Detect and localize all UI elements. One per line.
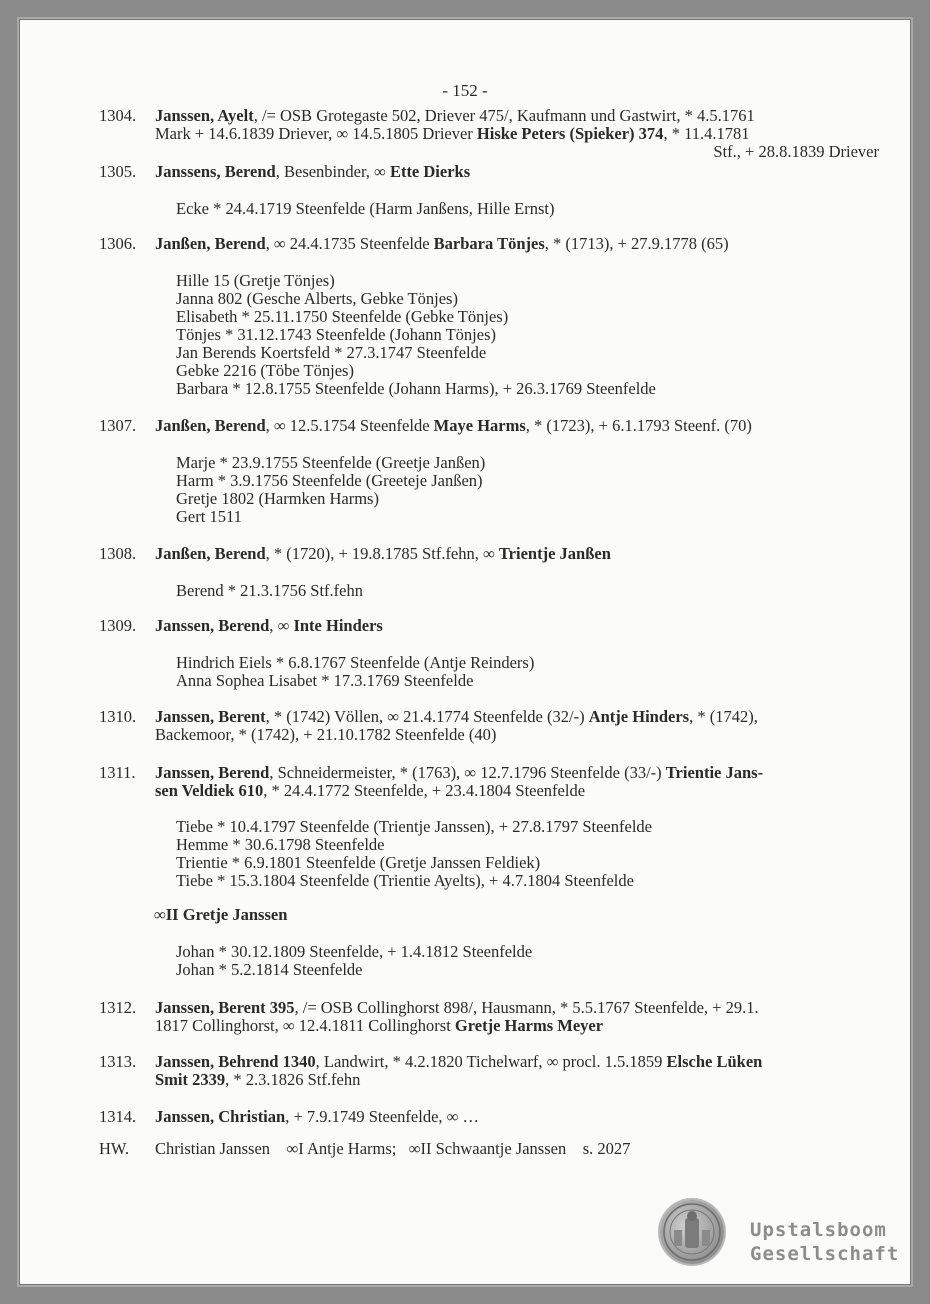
bold-name: Inte Hinders	[293, 616, 383, 635]
entry-number: 1306.	[99, 234, 137, 253]
child-entry: Hindrich Eiels * 6.8.1767 Steenfelde (Antje Reinders)	[176, 653, 535, 672]
entry-number: 1304.	[99, 106, 137, 125]
child-entry: Tiebe * 15.3.1804 Steenfelde (Trientie Ayelts), + 4.7.1804 Steenfelde	[176, 871, 634, 890]
bold-name: Janssen, Berend	[155, 763, 270, 782]
entry-text: , * (1742),	[689, 707, 758, 726]
bold-name: Janssen, Berend	[155, 616, 270, 635]
entry-body	[155, 764, 879, 800]
entry-line	[155, 764, 879, 782]
entry-line	[155, 143, 879, 161]
child-entry: Gebke 2216 (Töbe Tönjes)	[176, 361, 354, 380]
page-number: - 152 -	[442, 81, 488, 100]
child-entry: Harm * 3.9.1756 Steenfelde (Greeteje Janßen)	[176, 471, 483, 490]
entry-text: , Besenbinder, ∞	[275, 162, 390, 181]
document-page	[19, 19, 911, 1285]
child-entry: Johan * 5.2.1814 Steenfelde	[176, 960, 363, 979]
entry-line	[155, 125, 879, 143]
entry-line	[155, 1108, 879, 1126]
entry-line	[155, 235, 879, 253]
bold-name: Janßen, Berend	[155, 416, 266, 435]
child-entry: Gretje 1802 (Harmken Harms)	[176, 489, 379, 508]
bold-name: Elsche Lüken	[666, 1052, 763, 1071]
bold-name: Smit 2339	[155, 1070, 226, 1089]
entry-number: 1312.	[99, 998, 137, 1017]
bold-name: Janssen, Berent	[155, 707, 266, 726]
bold-name: Janssen, Christian	[155, 1107, 286, 1126]
entry-text: , ∞ 12.5.1754 Steenfelde	[265, 416, 434, 435]
entry-text: , Landwirt, * 4.2.1820 Tichelwarf, ∞ procl. 1.5.1859	[315, 1052, 667, 1071]
entry-line	[155, 545, 879, 563]
entry-line	[155, 726, 879, 744]
entry-number: 1310.	[99, 707, 137, 726]
bold-name: Janssen, Behrend 1340	[155, 1052, 316, 1071]
bold-name: Janssens, Berend	[155, 162, 276, 181]
child-entry: Gert 1511	[176, 507, 242, 526]
entry-line	[155, 1071, 879, 1089]
bold-name: Janßen, Berend	[155, 544, 266, 563]
entry-number: 1311.	[99, 763, 136, 782]
entry-text: Mark + 14.6.1839 Driever, ∞ 14.5.1805 Driever	[155, 124, 477, 143]
bold-name: Janßen, Berend	[155, 234, 266, 253]
entry-text: , * 2.3.1826 Stf.fehn	[225, 1070, 361, 1089]
entry-text: , * (1720), + 19.8.1785 Stf.fehn, ∞	[265, 544, 499, 563]
children-list-c1311b	[176, 943, 532, 979]
entry-body	[155, 235, 879, 253]
entry-text: , * (1713), + 27.9.1778 (65)	[544, 234, 729, 253]
entry-text: , * 11.4.1781	[663, 124, 750, 143]
entry-body	[155, 107, 879, 161]
entry-text: , Schneidermeister, * (1763), ∞ 12.7.1796 Steenfelde (33/-)	[269, 763, 666, 782]
bold-name: Trientie Jans-	[665, 763, 764, 782]
entry-body	[155, 1053, 879, 1089]
bold-name: Janssen, Ayelt	[155, 106, 254, 125]
entry-number: 1313.	[99, 1052, 137, 1071]
entry-text: , ∞ 24.4.1735 Steenfelde	[265, 234, 434, 253]
hw-text: Christian Janssen ∞I Antje Harms; ∞II Schwaantje Janssen s. 2027	[155, 1139, 631, 1158]
bold-name: Hiske Peters (Spieker) 374	[476, 124, 664, 143]
second-marriage-heading: ∞II Gretje Janssen	[154, 905, 288, 924]
entry-text: Backemoor, * (1742), + 21.10.1782 Steenfelde (40)	[155, 725, 497, 744]
bold-name: Barbara Tönjes	[433, 234, 545, 253]
bold-name: Trientje Janßen	[498, 544, 611, 563]
child-entry: Berend * 21.3.1756 Stf.fehn	[176, 581, 363, 600]
bold-name: Ette Dierks	[389, 162, 471, 181]
child-entry: Hille 15 (Gretje Tönjes)	[176, 271, 335, 290]
brand-line-2: Gesellschaft	[750, 1243, 900, 1265]
entry-text: Stf., + 28.8.1839 Driever	[713, 142, 879, 161]
child-entry: Janna 802 (Gesche Alberts, Gebke Tönjes)	[176, 289, 458, 308]
entry-body	[155, 999, 879, 1035]
child-entry: Tiebe * 10.4.1797 Steenfelde (Trientje Janssen), + 27.8.1797 Steenfelde	[176, 817, 652, 836]
hw-label: HW.	[99, 1139, 130, 1158]
entry-line	[155, 617, 879, 635]
entry-number: 1314.	[99, 1107, 137, 1126]
bold-name: Janssen, Berent 395	[155, 998, 295, 1017]
entry-body	[155, 1108, 879, 1126]
entry-body	[155, 708, 879, 744]
child-entry: Hemme * 30.6.1798 Steenfelde	[176, 835, 385, 854]
entry-line	[155, 999, 879, 1017]
children-list-c1307	[176, 454, 485, 526]
seal-icon	[660, 1200, 724, 1264]
entry-number: 1307.	[99, 416, 137, 435]
child-entry: Barbara * 12.8.1755 Steenfelde (Johann Harms), + 26.3.1769 Steenfelde	[176, 379, 656, 398]
entry-text: , * (1742) Völlen, ∞ 21.4.1774 Steenfelde (32/-)	[265, 707, 589, 726]
bold-name: Gretje Harms Meyer	[454, 1016, 604, 1035]
child-entry: Johan * 30.12.1809 Steenfelde, + 1.4.1812 Steenfelde	[176, 942, 533, 961]
brand-line-1: Upstalsboom	[750, 1219, 887, 1241]
entry-text: , + 7.9.1749 Steenfelde, ∞ …	[285, 1107, 480, 1126]
child-entry: Anna Sophea Lisabet * 17.3.1769 Steenfelde	[176, 671, 474, 690]
entry-text: , /= OSB Collinghorst 898/, Hausmann, * 5.5.1767 Steenfelde, + 29.1.	[294, 998, 759, 1017]
entry-number: 1309.	[99, 616, 137, 635]
children-list-c1309	[176, 654, 534, 690]
child-entry: Elisabeth * 25.11.1750 Steenfelde (Gebke Tönjes)	[176, 307, 509, 326]
children-list-c1311	[176, 818, 652, 890]
entry-text: , /= OSB Grotegaste 502, Driever 475/, Kaufmann und Gastwirt, * 4.5.1761	[253, 106, 755, 125]
child-entry: Tönjes * 31.12.1743 Steenfelde (Johann Tönjes)	[176, 325, 497, 344]
entry-body	[155, 417, 879, 435]
entry-line	[155, 1017, 879, 1035]
entry-line	[155, 1053, 879, 1071]
entry-text: , ∞	[269, 616, 294, 635]
child-entry: Marje * 23.9.1755 Steenfelde (Greetje Janßen)	[176, 453, 486, 472]
bold-name: Maye Harms	[433, 416, 526, 435]
entry-line	[155, 163, 879, 181]
bold-name: Antje Hinders	[588, 707, 690, 726]
entry-line	[155, 782, 879, 800]
child-entry: Ecke * 24.4.1719 Steenfelde (Harm Janßens, Hille Ernst)	[176, 199, 555, 218]
entry-body	[155, 545, 879, 563]
entry-number: 1308.	[99, 544, 137, 563]
children-list-c1305	[176, 200, 554, 218]
child-entry: Trientie * 6.9.1801 Steenfelde (Gretje Janssen Feldiek)	[176, 853, 541, 872]
entry-body	[155, 617, 879, 635]
bold-name: sen Veldiek 610	[155, 781, 264, 800]
child-entry: Jan Berends Koertsfeld * 27.3.1747 Steenfelde	[176, 343, 487, 362]
entry-line	[155, 417, 879, 435]
entry-number: 1305.	[99, 162, 137, 181]
entry-text: , * 24.4.1772 Steenfelde, + 23.4.1804 Steenfelde	[263, 781, 586, 800]
entry-text: 1817 Collinghorst, ∞ 12.4.1811 Collinghorst	[155, 1016, 455, 1035]
brand-logo	[750, 1218, 899, 1266]
entry-body	[155, 163, 879, 181]
entry-line	[155, 107, 879, 125]
entry-line	[155, 708, 879, 726]
hw-line	[99, 1140, 630, 1158]
children-list-c1308	[176, 582, 363, 600]
entry-text: , * (1723), + 6.1.1793 Steenf. (70)	[525, 416, 752, 435]
children-list-c1306	[176, 272, 656, 398]
